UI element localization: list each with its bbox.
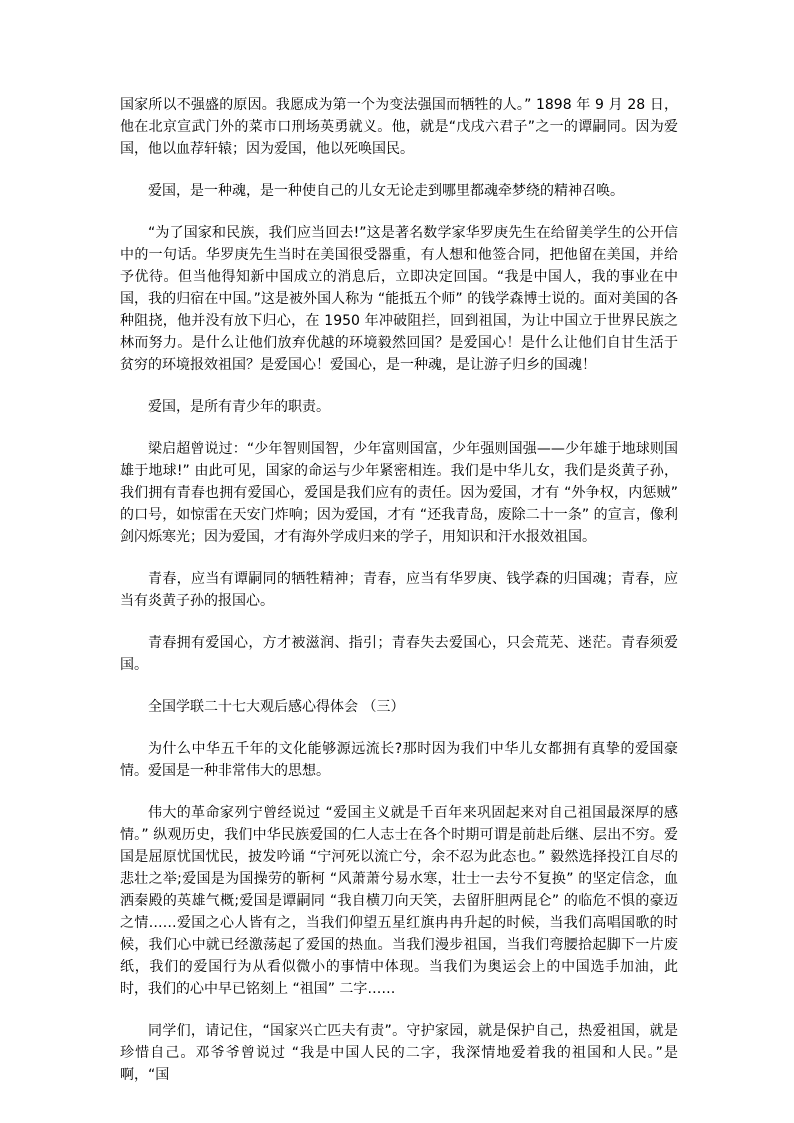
paragraph-lenin-history: 伟大的革命家列宁曾经说过 “爱国主义就是千百年来巩固起来对自己祖国最深厚的感情。” 纵观历史，我们中华民族爱国的仁人志士在各个时期可谓是前赴后继、层出不穷。爱国是屈原忧国忧民，披发吟诵 “宁河死以流亡兮，余不忍为此态也。” 毅然选择投江自尽的悲壮之举;爱国是为国操劳的靳柯 “风萧萧兮易水寒，壮士一去兮不复换” 的坚定信念，血洒秦殿的英雄气概;爱国是谭嗣同 “我自横刀向天笑，去留肝胆两昆仑” 的临危不惧的豪迈之情……爱国之心人皆有之，当我们仰望五星红旗冉冉升起的时候，当我们高唱国歌的时候，我们心中就已经激荡起了爱国的热血。当我们漫步祖国，当我们弯腰拾起脚下一片废纸，我们的爱国行为从看似微小的事情中体现。当我们为奥运会上的中国选手加油，此时，我们的心中早已铭刻上 “祖国” 二字…… <box>120 805 678 997</box>
paragraph-youth-duty: 爱国，是所有青少年的职责。 <box>148 399 330 415</box>
paragraph-youth-patriotism: 青春拥有爱国心，方才被滋润、指引；青春失去爱国心，只会荒芜、迷茫。青春须爱国。 <box>120 635 678 673</box>
paragraph-liang-qichao: 梁启超曾说过：“少年智则国智，少年富则国富，少年强则国强——少年雄于地球则国雄于地球!” 由此可见，国家的命运与少年紧密相连。我们是中华儿女，我们是炎黄子孙，我们拥有青春也拥有爱国心，爱国是我们应有的责任。因为爱国，才有 “外争权，内惩贼” 的口号，如惊雷在天安门炸响；因为爱国，才有 “还我青岛，废除二十一条” 的宣言，像利剑闪烁寒光；因为爱国，才有海外学成归来的学子，用知识和汗水报效祖国。 <box>120 441 678 545</box>
paragraph-students: 同学们，请记住，“国家兴亡匹夫有责”。守护家园，就是保护自己，热爱祖国，就是珍惜自己。邓爷爷曾说过 “我是中国人民的二字，我深情地爱着我的祖国和人民。”是啊，“国 <box>120 1023 678 1083</box>
paragraph-culture: 为什么中华五千年的文化能够源远流长?那时因为我们中华儿女都拥有真挚的爱国豪情。爱国是一种非常伟大的思想。 <box>120 741 678 779</box>
paragraph-hua-luogeng-qian-xuesen: “为了国家和民族，我们应当回去!”这是著名数学家华罗庚先生在给留美学生的公开信中的一句话。华罗庚先生当时在美国很受器重，有人想和他签合同，把他留在美国，并给予优待。但当他得知新中国成立的消息后，立即决定回国。“我是中国人，我的事业在中国，我的归宿在中国。”这是被外国人称为 “能抵五个师” 的钱学森博士说的。面对美国的各种阻挠，他并没有放下归心，在 1950 年冲破阻拦，回到祖国，为让中国立于世界民族之林而努力。是什么让他们放弃优越的环境毅然回国？是爱国心！是什么让他们自甘生活于贫穷的环境报效祖国？是爱国心！爱国心，是一种魂，是让游子归乡的国魂！ <box>120 225 678 373</box>
document-page <box>120 94 678 1106</box>
section-heading: 全国学联二十七大观后感心得体会 （三） <box>148 699 405 715</box>
paragraph-tan-sitong: 国家所以不强盛的原因。我愿成为第一个为变法强国而牺牲的人。” 1898 年 9 月 28 日，他在北京宣武门外的菜市口刑场英勇就义。他，就是“戊戌六君子”之一的谭嗣同。因为爱国，他以血荐轩辕；因为爱国，他以死唤国民。 <box>120 97 678 157</box>
paragraph-patriotism-soul: 爱国，是一种魂，是一种使自己的儿女无论走到哪里都魂牵梦绕的精神召唤。 <box>148 183 624 199</box>
paragraph-youth-spirit: 青春，应当有谭嗣同的牺牲精神；青春，应当有华罗庚、钱学森的归国魂；青春，应当有炎黄子孙的报国心。 <box>120 571 678 609</box>
